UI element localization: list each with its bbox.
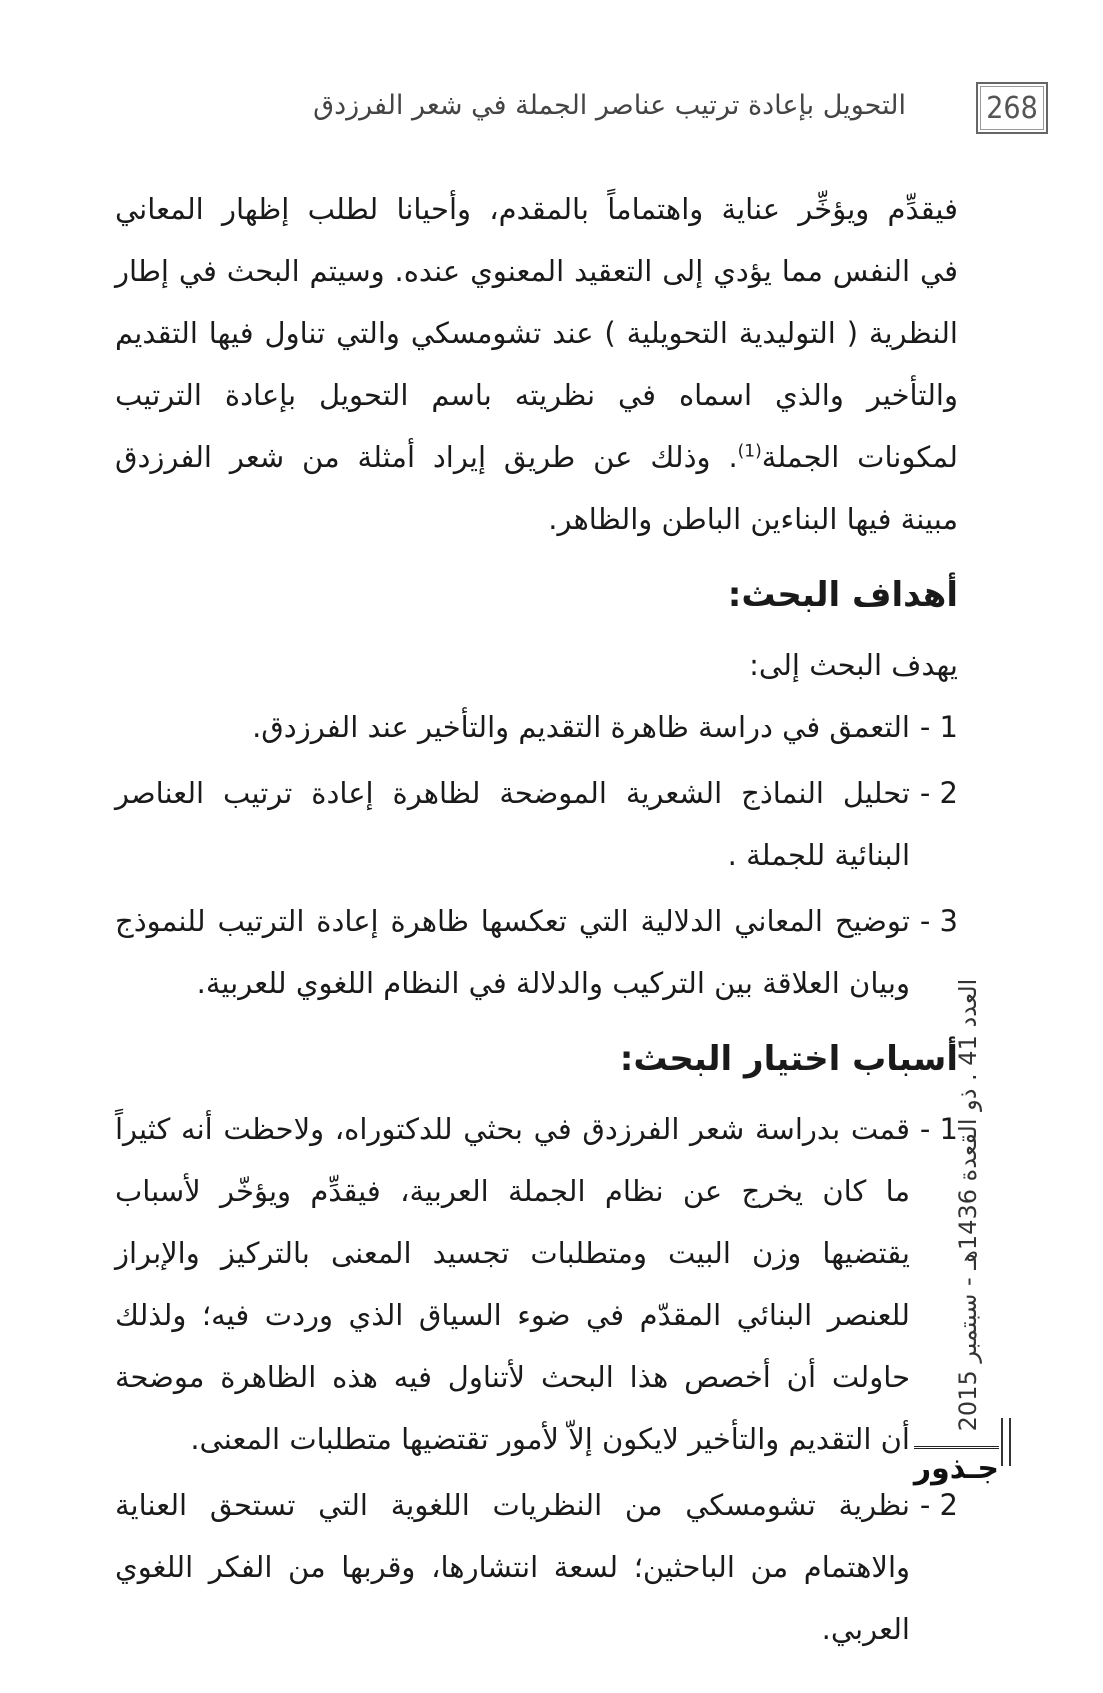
page-number: 268 (976, 82, 1048, 134)
section-heading-goals: أهداف البحث: (727, 575, 958, 615)
text-line: في النفس مما يؤدي إلى التعقيد المعنوي عنده. وسيتم البحث في إطار (115, 254, 958, 288)
text-line: قمت بدراسة شعر الفرزدق في بحثي للدكتوراه، ولاحظت أنه كثيراً (115, 1112, 910, 1146)
text-line: والاهتمام من الباحثين؛ لسعة انتشارها، وقربها من الفكر اللغوي (115, 1550, 910, 1584)
list-number: 1 - (919, 710, 958, 744)
list-item (115, 1474, 958, 1660)
list-item (115, 1098, 958, 1470)
list-item (115, 762, 958, 886)
text-line: التعمق في دراسة ظاهرة التقديم والتأخير عند الفرزدق. (252, 710, 910, 744)
text-line: مبينة فيها البناءين الباطن والظاهر. (548, 502, 958, 536)
text-line: العربي. (821, 1612, 910, 1646)
list-number: 2 - (919, 776, 958, 810)
divider (1001, 1418, 1011, 1466)
article-body (115, 178, 958, 1660)
text-line: والتأخير والذي اسماه في نظريته باسم التحويل بإعادة الترتيب (115, 378, 958, 412)
text-line: وبيان العلاقة بين التركيب والدلالة في النظام اللغوي للعربية. (196, 966, 910, 1000)
running-title: التحويل بإعادة ترتيب عناصر الجملة في شعر الفرزدق (313, 90, 906, 121)
text-line (115, 426, 958, 488)
page-header (110, 82, 1048, 138)
journal-logo: جـذور (914, 1446, 999, 1486)
list-number: 2 - (919, 1488, 958, 1522)
issue-sidebar (941, 970, 995, 1440)
footnote-ref[interactable]: (1) (737, 441, 762, 462)
text-line: البنائية للجملة . (727, 838, 910, 872)
text-line: نظرية تشومسكي من النظريات اللغوية التي تستحق العناية (115, 1488, 910, 1522)
text-fragment: . وذلك عن طريق إيراد أمثلة من شعر الفرزدق (115, 440, 738, 474)
list-number: 1 - (919, 1112, 958, 1146)
section-heading-reasons: أسباب اختيار البحث: (619, 1039, 958, 1079)
text-line: أن التقديم والتأخير لايكون إلاّ لأمور تقتضيها متطلبات المعنى. (190, 1422, 910, 1456)
list-item (115, 696, 958, 758)
text-line: تحليل النماذج الشعرية الموضحة لظاهرة إعادة ترتيب العناصر (115, 776, 910, 810)
text-line: النظرية ( التوليدية التحويلية ) عند تشومسكي والتي تناول فيها التقديم (115, 316, 958, 350)
text-fragment: لمكونات الجملة (761, 440, 958, 474)
text-line: حاولت أن أخصص هذا البحث لأتناول فيه هذه الظاهرة موضحة (115, 1360, 910, 1394)
list-item (115, 890, 958, 1014)
text-line: للعنصر البنائي المقدّم في ضوء السياق الذي وردت فيه؛ ولذلك (115, 1298, 910, 1332)
issue-info: العدد 41 . ذو القعدة 1436هـ - سبتمبر 2015 (954, 978, 982, 1432)
text-line: فيقدِّم ويؤخِّر عناية واهتماماً بالمقدم، وأحيانا لطلب إظهار المعاني (115, 192, 958, 226)
goals-lead: يهدف البحث إلى: (749, 648, 958, 682)
text-line: يقتضيها وزن البيت ومتطلبات تجسيد المعنى بالتركيز والإبراز (115, 1236, 910, 1270)
text-line: توضيح المعاني الدلالية التي تعكسها ظاهرة إعادة الترتيب للنموذج (115, 904, 910, 938)
list-number: 3 - (919, 904, 958, 938)
text-line: ما كان يخرج عن نظام الجملة العربية، فيقدِّم ويؤخّر لأسباب (115, 1174, 910, 1208)
intro-paragraph (115, 178, 958, 550)
